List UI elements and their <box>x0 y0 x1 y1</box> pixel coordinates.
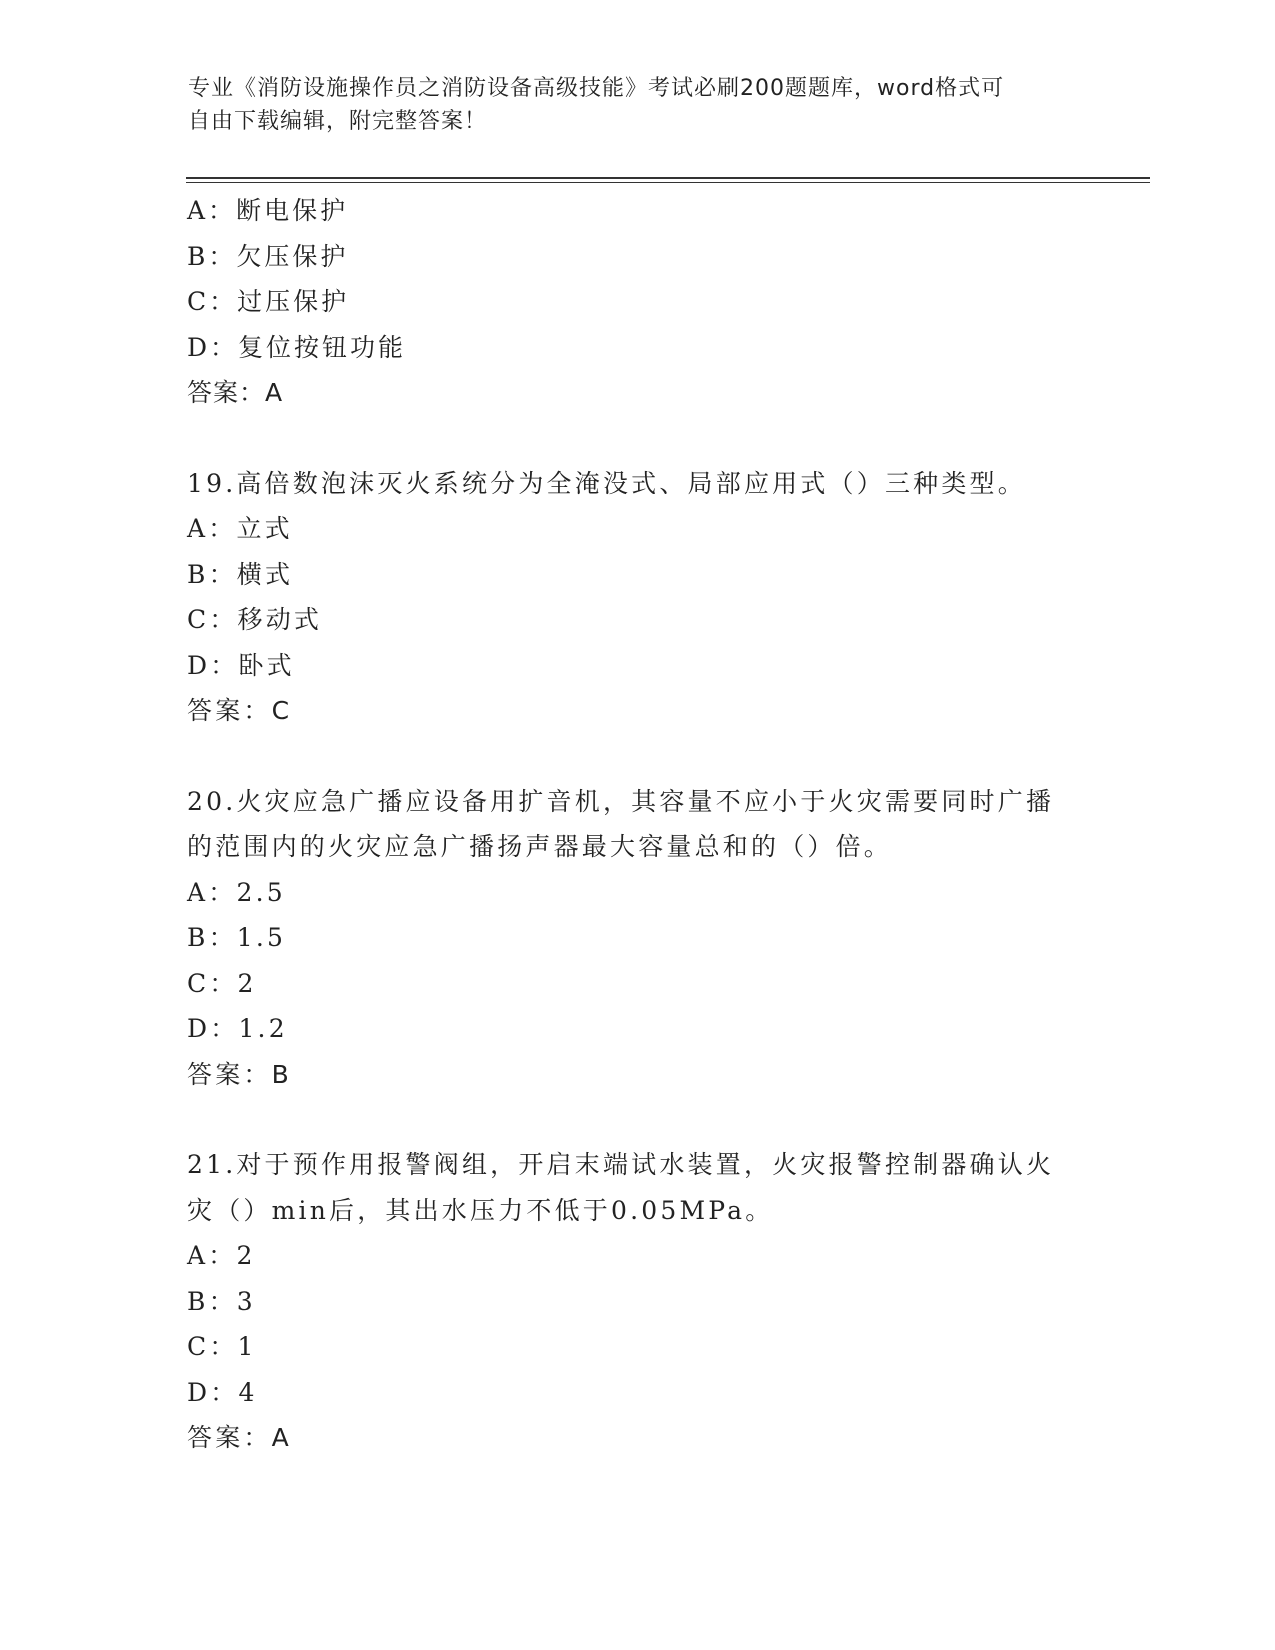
option-item <box>187 1370 1087 1416</box>
option-label: C： <box>187 605 238 634</box>
option-text: 2 <box>236 1241 256 1270</box>
question-text-line: 19.高倍数泡沫灭火系统分为全淹没式、局部应用式（）三种类型。 <box>187 468 1026 498</box>
option-label: C： <box>187 968 238 998</box>
option-label: B： <box>187 559 237 589</box>
question-text-line: 21.对于预作用报警阀组，开启末端试水装置，火灾报警控制器确认火 <box>187 1150 1055 1179</box>
answer-text: 答案：A <box>187 1423 292 1452</box>
option-item <box>187 325 1087 371</box>
header-line-1: 专业《消防设施操作员之消防设备高级技能》考试必刷200题题库，word格式可 <box>188 76 1005 101</box>
option-text: 2 <box>237 968 257 998</box>
option-label: A： <box>187 514 237 543</box>
option-item <box>187 234 1087 280</box>
option-item <box>187 279 1087 325</box>
option-item <box>187 597 1087 643</box>
option-label: C： <box>187 1332 238 1361</box>
option-label: D： <box>187 1014 239 1043</box>
question-text-line: 灾（）min后，其出水压力不低于0.05MPa。 <box>187 1195 774 1225</box>
option-label: D： <box>187 332 239 362</box>
option-text: 2.5 <box>236 877 286 907</box>
answer-text: 答案：C <box>187 696 293 725</box>
option-text: 1.5 <box>236 923 287 952</box>
option-label: D： <box>187 650 239 680</box>
answer-text: 答案：A <box>187 378 284 407</box>
option-text: 1 <box>237 1332 257 1361</box>
header-rule-thin <box>186 182 1150 183</box>
option-item <box>187 870 1087 916</box>
option-text: 移动式 <box>237 605 323 634</box>
option-text: 立式 <box>236 514 293 543</box>
question-text-line: 20.火灾应急广播应设备用扩音机，其容量不应小于火灾需要同时广播 <box>187 786 1055 816</box>
option-label: A： <box>187 877 237 907</box>
question-block <box>187 1142 1087 1461</box>
option-label: A： <box>187 196 237 225</box>
option-item <box>187 643 1087 689</box>
option-item <box>187 1279 1087 1325</box>
question-block <box>187 779 1087 1098</box>
question-block <box>187 461 1087 734</box>
option-text: 复位按钮功能 <box>238 332 407 362</box>
question-block <box>187 188 1087 416</box>
answer-text: 答案：B <box>187 1059 292 1089</box>
option-label: B： <box>187 1286 237 1316</box>
header-line-2: 自由下载编辑，附完整答案！ <box>188 109 488 134</box>
option-item <box>187 961 1087 1007</box>
option-item <box>187 1324 1087 1370</box>
option-label: A： <box>187 1241 237 1270</box>
option-text: 过压保护 <box>237 287 350 316</box>
option-text: 4 <box>238 1377 258 1407</box>
option-text: 3 <box>236 1286 256 1316</box>
option-label: B： <box>187 923 237 952</box>
option-text: 断电保护 <box>236 196 349 225</box>
option-item <box>187 1006 1087 1052</box>
option-text: 欠压保护 <box>236 241 349 271</box>
question-list <box>187 188 1087 1461</box>
document-header <box>188 72 1068 138</box>
option-label: C： <box>187 287 238 316</box>
option-item <box>187 188 1087 234</box>
question-text-line: 的范围内的火灾应急广播扬声器最大容量总和的（）倍。 <box>187 832 893 861</box>
option-item <box>187 552 1087 598</box>
option-item <box>187 1233 1087 1279</box>
option-text: 卧式 <box>238 650 295 680</box>
option-label: B： <box>187 241 237 271</box>
option-text: 横式 <box>236 559 294 589</box>
option-text: 1.2 <box>238 1014 288 1043</box>
option-item <box>187 506 1087 552</box>
option-label: D： <box>187 1377 239 1407</box>
option-item <box>187 915 1087 961</box>
header-rule-thick <box>186 177 1150 179</box>
